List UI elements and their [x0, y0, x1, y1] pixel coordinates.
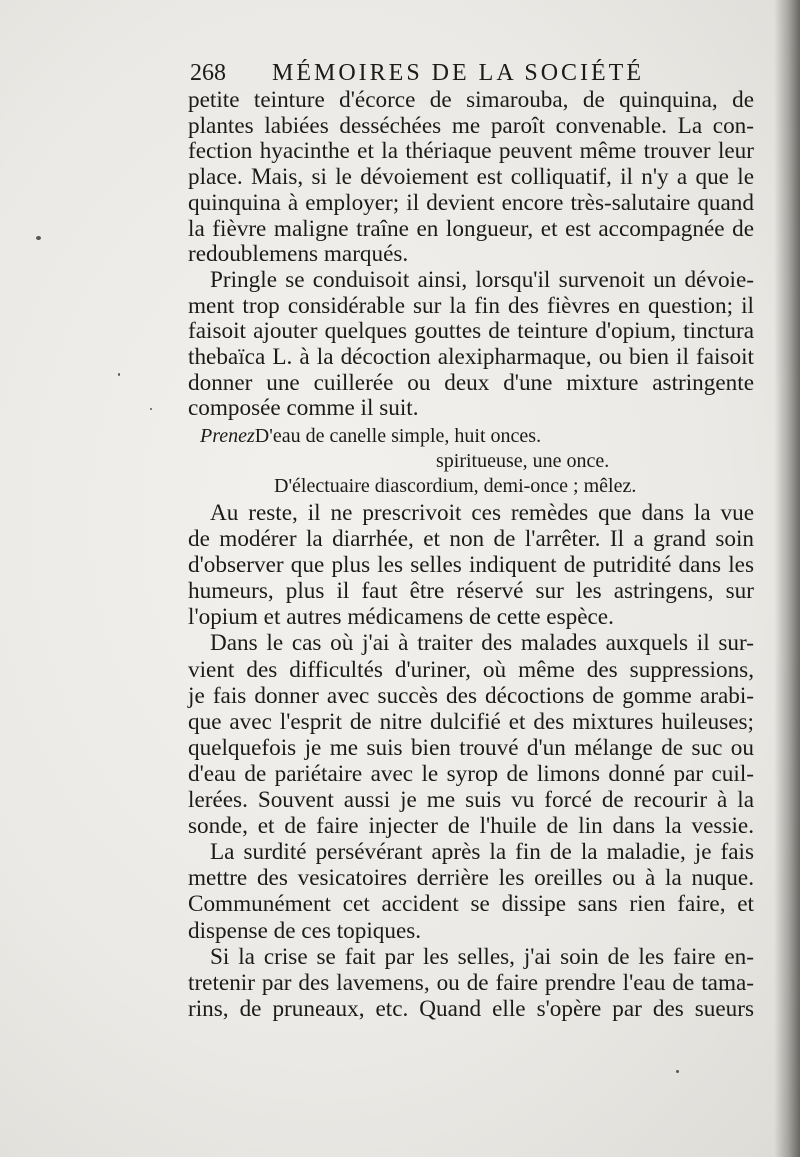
- text-line: d'observer que plus les selles indiquent de putridité dans les: [188, 552, 754, 579]
- text-line: Dans le cas où j'ai à traiter des malades auxquels il sur-: [210, 630, 754, 657]
- text-line: d'eau de pariétaire avec le syrop de limons donné par cuil-: [188, 760, 754, 787]
- paper-speck: [118, 373, 120, 376]
- paper-speck: [36, 236, 41, 240]
- running-title: MÉMOIRES DE LA SOCIÉTÉ: [272, 60, 644, 86]
- text-line: petite teinture d'écorce de simarouba, de quinquina, de: [188, 87, 754, 113]
- prescription-block: [200, 424, 700, 499]
- text-line: Si la crise se fait par les selles, j'ai soin de les faire en-: [210, 943, 754, 970]
- text-line: faisoit ajouter quelques gouttes de teinture d'opium, tinctura: [188, 318, 754, 345]
- page-gutter-shadow: [774, 0, 800, 1157]
- text-line: rins, de pruneaux, etc. Quand elle s'opère par des sueurs: [188, 995, 754, 1022]
- paper-speck: [150, 408, 152, 410]
- text-line: Au reste, il ne prescrivoit ces remèdes que dans la vue: [210, 500, 754, 526]
- text-line: sonde, et de faire injecter de l'huile de lin dans la vessie.: [188, 813, 754, 840]
- text-line: l'opium et autres médicamens de cette espèce.: [188, 604, 614, 631]
- running-header: [190, 56, 690, 90]
- prescription-line: spiritueuse, une once.: [436, 450, 610, 472]
- text-line: donner une cuillerée ou deux d'une mixture astringente: [188, 369, 754, 396]
- page-number: 268: [190, 60, 226, 86]
- text-line: place. Mais, si le dévoiement est colliquatif, il n'y a que le: [188, 164, 754, 191]
- text-line: redoublemens marqués.: [188, 241, 409, 268]
- prenez-label: Prenez: [200, 425, 255, 447]
- text-line: quinquina à employer; il devient encore très-salutaire quand: [188, 189, 754, 216]
- text-line: thebaïca L. à la décoction alexipharmaque, ou bien il faisoit: [188, 344, 754, 371]
- text-line: La surdité persévérant après la fin de la maladie, je fais: [210, 839, 754, 866]
- text-line: Pringle se conduisoit ainsi, lorsqu'il survenoit un dévoie-: [210, 266, 754, 293]
- text-line: composée comme il suit.: [188, 395, 419, 422]
- prescription-ingredient: D'eau de canelle simple, huit onces.: [254, 425, 542, 447]
- text-line: Communément cet accident se dissipe sans rien faire, et: [188, 891, 754, 918]
- prescription-line: D'électuaire diascordium, demi-once ; mêlez.: [274, 475, 637, 497]
- text-line: vient des difficultés d'uriner, où même des suppressions,: [188, 656, 754, 683]
- text-line: ment trop considérable sur la fin des fièvres en question; il: [188, 292, 754, 319]
- text-line: que avec l'esprit de nitre dulcifié et des mixtures huileuses;: [188, 708, 754, 735]
- text-line: plantes labiées desséchées me paroît convenable. La con-: [188, 112, 754, 139]
- paper-speck: [676, 1070, 679, 1073]
- text-line: tretenir par des lavemens, ou de faire prendre l'eau de tama-: [188, 969, 754, 996]
- text-line: quelquefois je me suis bien trouvé d'un mélange de suc ou: [188, 734, 754, 761]
- text-line: dispense de ces topiques.: [188, 917, 422, 944]
- prescription-line: [200, 424, 700, 449]
- text-line: mettre des vesicatoires derrière les oreilles ou à la nuque.: [188, 865, 754, 892]
- text-block-upper: [188, 88, 754, 422]
- text-line: je fais donner avec succès des décoctions de gomme arabi-: [188, 682, 754, 709]
- text-line: la fièvre maligne traîne en longueur, et est accompagnée de: [188, 215, 754, 242]
- text-block-lower: [188, 500, 754, 1022]
- text-line: fection hyacinthe et la thériaque peuvent même trouver leur: [188, 138, 754, 165]
- text-line: de modérer la diarrhée, et non de l'arrêter. Il a grand soin: [188, 526, 754, 553]
- text-line: humeurs, plus il faut être réservé sur les astringens, sur: [188, 578, 754, 605]
- text-line: lerées. Souvent aussi je me suis vu forcé de recourir à la: [188, 787, 754, 814]
